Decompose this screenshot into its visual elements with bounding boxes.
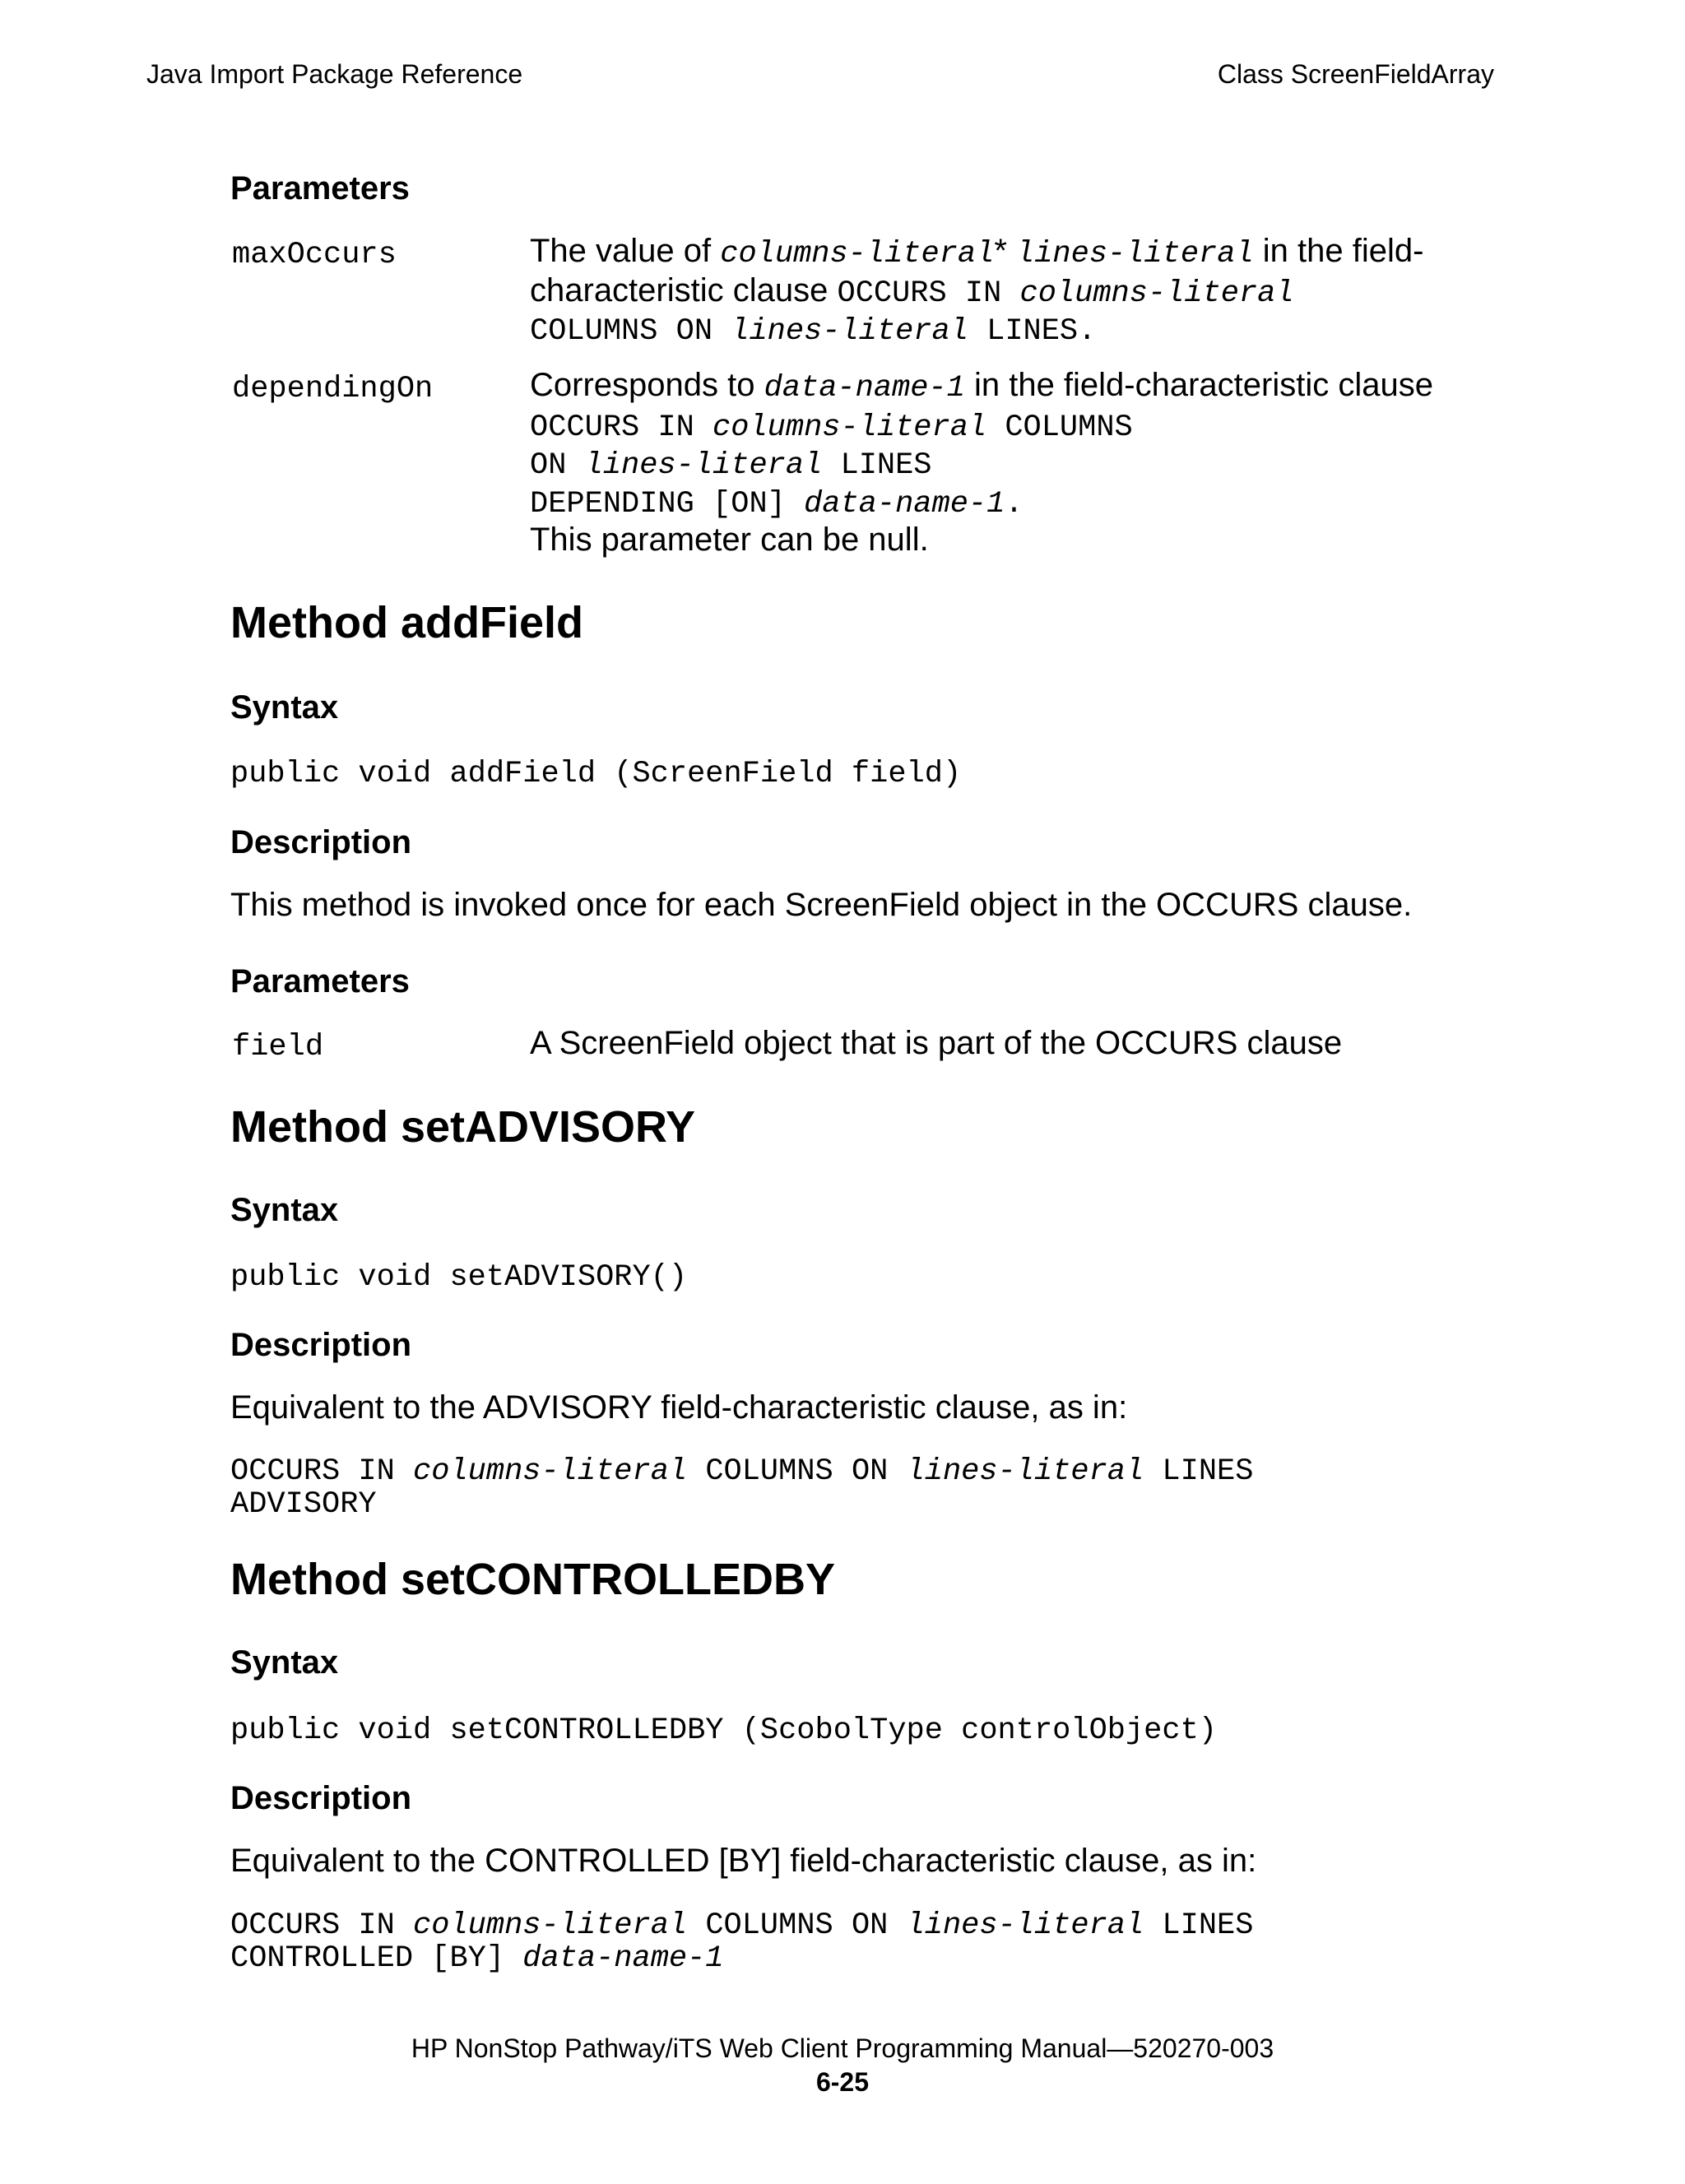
setcontrolledby-code-line2: CONTROLLED [BY] data-name-1	[230, 1941, 724, 1976]
page-number: 6-25	[815, 2067, 870, 2097]
param-desc-maxoccurs-line1: The value of columns-literal* lines-literal in the field-	[530, 233, 1424, 271]
addfield-syntax-heading: Syntax	[230, 689, 339, 726]
running-header-right: Class ScreenFieldArray	[1217, 59, 1494, 89]
setcontrolledby-description-heading: Description	[230, 1780, 412, 1816]
addfield-description-heading: Description	[230, 824, 412, 860]
param-desc-field: A ScreenField object that is part of the OCCURS clause	[530, 1025, 1343, 1061]
setcontrolledby-description: Equivalent to the CONTROLLED [BY] field-characteristic clause, as in:	[230, 1843, 1257, 1879]
addfield-syntax: public void addField (ScreenField field)	[230, 757, 962, 791]
setadvisory-syntax: public void setADVISORY()	[230, 1260, 688, 1295]
method-setcontrolledby-title: Method setCONTROLLEDBY	[230, 1555, 835, 1604]
footer-manual-title: HP NonStop Pathway/iTS Web Client Programming Manual—520270-003	[411, 2033, 1274, 2063]
param-desc-maxoccurs-line2: characteristic clause OCCURS IN columns-literal	[530, 272, 1294, 311]
setadvisory-code-line2: ADVISORY	[230, 1487, 377, 1522]
setadvisory-syntax-heading: Syntax	[230, 1192, 339, 1228]
setadvisory-description: Equivalent to the ADVISORY field-characteristic clause, as in:	[230, 1389, 1128, 1426]
setcontrolledby-syntax: public void setCONTROLLEDBY (ScobolType controlObject)	[230, 1713, 1217, 1748]
running-header-left: Java Import Package Reference	[146, 59, 523, 89]
param-desc-maxoccurs-line3: COLUMNS ON lines-literal LINES.	[530, 314, 1097, 349]
setadvisory-code-line1: OCCURS IN columns-literal COLUMNS ON lines-literal LINES	[230, 1454, 1254, 1489]
addfield-description: This method is invoked once for each ScreenField object in the OCCURS clause.	[230, 887, 1413, 923]
param-desc-dependingon-line2: OCCURS IN columns-literal COLUMNS	[530, 410, 1133, 445]
param-desc-dependingon-line4: DEPENDING [ON] data-name-1.	[530, 487, 1024, 522]
setcontrolledby-code-line1: OCCURS IN columns-literal COLUMNS ON lines-literal LINES	[230, 1908, 1254, 1943]
setadvisory-description-heading: Description	[230, 1327, 412, 1363]
param-desc-dependingon-line5: This parameter can be null.	[530, 522, 929, 558]
method-addfield-title: Method addField	[230, 598, 583, 647]
param-desc-dependingon-line1: Corresponds to data-name-1 in the field-characteristic clause	[530, 367, 1433, 406]
parameters-heading: Parameters	[230, 170, 410, 206]
param-name-maxoccurs: maxOccurs	[232, 238, 397, 272]
param-desc-dependingon-line3: ON lines-literal LINES	[530, 448, 932, 483]
setcontrolledby-syntax-heading: Syntax	[230, 1644, 339, 1681]
method-setadvisory-title: Method setADVISORY	[230, 1102, 696, 1152]
addfield-parameters-heading: Parameters	[230, 963, 410, 999]
param-name-field: field	[232, 1030, 324, 1064]
param-name-dependingon: dependingOn	[232, 372, 434, 406]
